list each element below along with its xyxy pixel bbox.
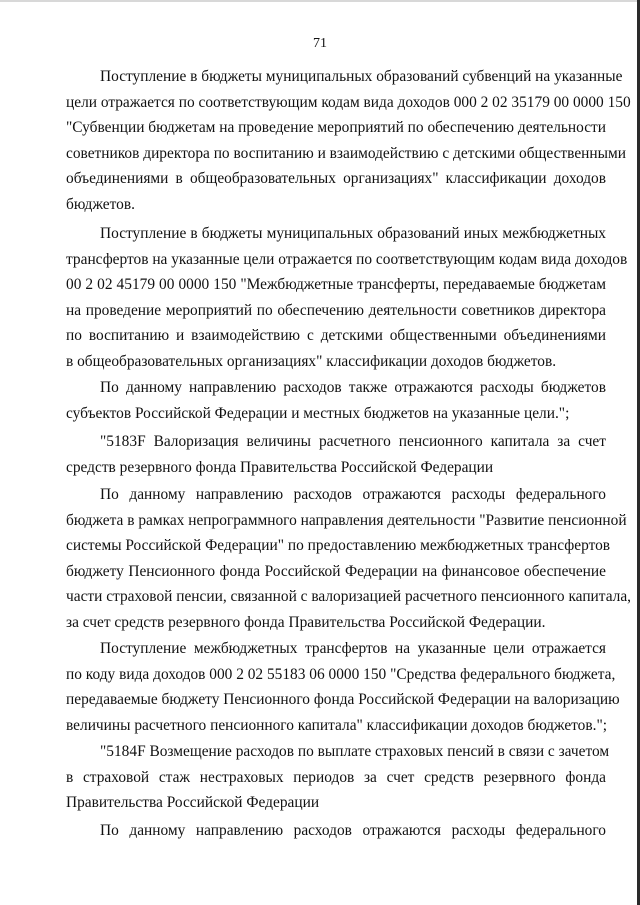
text-line: "Субвенции бюджетам на проведение мероприятий по обеспечению деятельности xyxy=(66,119,607,137)
text-line: в страховой стаж нестраховых периодов за счет средств резервного фонда xyxy=(66,768,606,786)
text-line: Поступление в бюджеты муниципальных образований иных межбюджетных xyxy=(100,225,606,242)
text-line: "5184F Возмещение расходов по выплате страховых пенсий в связи с зачетом xyxy=(100,743,610,760)
scan-top-edge xyxy=(0,0,640,2)
paragraph-also-reflected xyxy=(66,375,606,426)
paragraph-code-5184F xyxy=(66,739,610,816)
text-line: субъектов Российской Федерации и местных бюджетов на указанные цели."; xyxy=(66,404,570,422)
text-line: за счет средств резервного фонда Правительства Российской Федерации. xyxy=(66,613,546,631)
text-line: бюджета в рамках непрограммного направления деятельности "Развитие пенсионной xyxy=(66,511,627,529)
paragraph-pension-fund-income xyxy=(66,636,620,738)
text-line: Поступление межбюджетных трансфертов на указанные цели отражается xyxy=(100,640,606,657)
text-line: величины расчетного пенсионного капитала" классификации доходов бюджетов."; xyxy=(66,716,608,734)
text-line: цели отражается по соответствующим кодам вида доходов 000 2 02 35179 00 0000 150 xyxy=(66,93,631,111)
paragraph-subvention-income xyxy=(66,64,631,218)
text-line: на проведение мероприятий по обеспечению деятельности советников директора xyxy=(66,301,606,319)
text-line: 00 2 02 45179 00 0000 150 "Межбюджетные трансферты, передаваемые бюджетам xyxy=(66,276,606,294)
text-line: Поступление в бюджеты муниципальных образований субвенций на указанные xyxy=(100,68,623,85)
text-line: передаваемые бюджету Пенсионного фонда Российской Федерации на валоризацию xyxy=(66,691,620,709)
text-line: бюджету Пенсионного фонда Российской Федерации на финансовое обеспечение xyxy=(66,562,606,580)
paragraph-interbudget-transfers xyxy=(66,221,628,375)
paragraph-federal-expenses-5184F xyxy=(66,818,606,844)
text-line: По данному направлению расходов также отражаются расходы бюджетов xyxy=(100,379,606,396)
text-line: средств резервного фонда Правительства Российской Федерации xyxy=(66,458,494,476)
text-line: советников директора по воспитанию и взаимодействию с детскими общественными xyxy=(66,144,626,162)
text-line: системы Российской Федерации" по предоставлению межбюджетных трансфертов xyxy=(66,537,611,555)
text-line: объединениями в общеобразовательных организациях" классификации доходов xyxy=(66,170,606,188)
text-line: трансфертов на указанные цели отражается по соответствующим кодам вида доходов xyxy=(66,250,628,268)
text-line: "5183F Валоризация величины расчетного пенсионного капитала за счет xyxy=(100,433,606,450)
text-line: по коду вида доходов 000 2 02 55183 06 0000 150 "Средства федерального бюджета, xyxy=(66,665,616,683)
text-line: в общеобразовательных организациях" классификации доходов бюджетов. xyxy=(66,352,557,370)
page-number: 71 xyxy=(313,36,327,51)
text-line: части страховой пенсии, связанной с валоризацией расчетного пенсионного капитала, xyxy=(66,588,632,606)
text-line: по воспитанию и взаимодействию с детскими общественными объединениями xyxy=(66,327,606,345)
paragraph-federal-expenses-5183F xyxy=(66,482,632,636)
paragraph-code-5183F xyxy=(66,429,606,480)
text-line: По данному направлению расходов отражаются расходы федерального xyxy=(100,486,606,503)
text-line: По данному направлению расходов отражаются расходы федерального xyxy=(100,822,606,839)
text-line: Правительства Российской Федерации xyxy=(66,794,320,812)
text-line: бюджетов. xyxy=(66,195,135,213)
